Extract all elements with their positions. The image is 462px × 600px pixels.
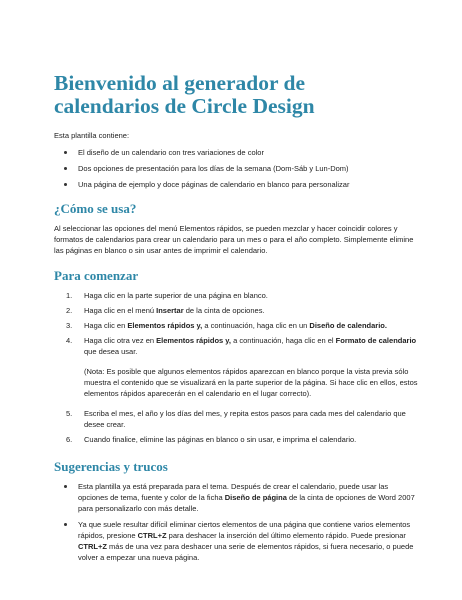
tip-emphasis: CTRL+Z [137, 531, 167, 540]
step-text: Cuando finalice, elimine las páginas en blanco o sin usar, e imprima el calendario. [84, 435, 357, 444]
tips-list [54, 481, 418, 563]
step-text: de la cinta de opciones. [183, 306, 265, 315]
steps-list [54, 290, 418, 357]
step-text: Haga clic en [84, 321, 128, 330]
intro-lead: Esta plantilla contiene: [54, 131, 130, 140]
section-heading-tips: Sugerencias y trucos [54, 459, 168, 474]
step-emphasis: Formato de calendario [335, 336, 417, 345]
steps-list-continued [54, 408, 418, 445]
list-item [54, 408, 418, 430]
step-text: que desea usar. [84, 347, 138, 356]
tip-text: más de una vez para deshacer una serie de elementos rápidos, si fuera necesario, o puede volver a empezar una nueva página. [78, 542, 414, 562]
list-item [54, 320, 418, 331]
section-heading-start: Para comenzar [54, 268, 139, 283]
step-text: a continuación, haga clic en el [231, 336, 336, 345]
list-item [54, 335, 418, 357]
step-number: 3. [66, 321, 73, 330]
section-heading-how: ¿Cómo se usa? [54, 201, 137, 216]
step-text: a continuación, haga clic en un [202, 321, 310, 330]
step-emphasis: Elementos rápidos y, [156, 336, 232, 345]
list-item [54, 290, 418, 301]
tip-emphasis: Diseño de página [224, 493, 287, 502]
list-item [54, 305, 418, 316]
intro-list [54, 147, 418, 190]
step-number: 4. [66, 336, 73, 345]
list-item [54, 519, 418, 563]
step-text: Haga clic en la parte superior de una página en blanco. [84, 291, 268, 300]
step-text: Escriba el mes, el año y los días del mes, y repita estos pasos para cada mes del calendario que desee crear. [84, 409, 406, 429]
list-item: El diseño de un calendario con tres variaciones de color [54, 147, 418, 158]
step-number: 6. [66, 435, 73, 444]
step-emphasis: Insertar [156, 306, 184, 315]
step-emphasis: Diseño de calendario. [309, 321, 387, 330]
document-title: Bienvenido al generador de calendarios de Circle Design [54, 71, 315, 118]
tip-text: para deshacer la inserción del último elemento rápido. Puede presionar [166, 531, 406, 540]
tip-text: de la cinta de opciones de Word 2007 para personalizarlo con más detalle. [78, 493, 415, 513]
step-number: 2. [66, 306, 73, 315]
tip-text: Ya que suele resultar difícil eliminar ciertos elementos de una página que contiene varios elementos rápidos, presione [78, 520, 411, 540]
how-paragraph: Al seleccionar las opciones del menú Elementos rápidos, se pueden mezclar y hacer coincidir colores y formatos de calendarios para crear un calendario para un mes o para el año completo. Simplemente elimine las páginas en blanco o sin usar antes de imprimir el calendario. [54, 224, 414, 255]
step-number: 5. [66, 409, 73, 418]
step-emphasis: Elementos rápidos y, [127, 321, 203, 330]
list-item [54, 481, 418, 514]
list-item [54, 434, 418, 445]
note-paragraph: (Nota: Es posible que algunos elementos rápidos aparezcan en blanco porque la vista previa sólo muestra el contenido que se visualizará en la parte superior de la página. Si hace clic en ellos, estos elementos rápidos aparecerán en el calendario en el lugar correcto). [84, 367, 418, 398]
tip-text: Esta plantilla ya está preparada para el tema. Después de crear el calendario, puede usar las opciones de tema, fuente y color de la ficha [78, 482, 389, 502]
tip-emphasis: CTRL+Z [78, 542, 107, 551]
step-text: Haga clic otra vez en [84, 336, 157, 345]
step-text: Haga clic en el menú [84, 306, 157, 315]
list-item: Dos opciones de presentación para los días de la semana (Dom-Sáb y Lun-Dom) [54, 163, 418, 174]
list-item: Una página de ejemplo y doce páginas de calendario en blanco para personalizar [54, 179, 418, 190]
step-number: 1. [66, 291, 73, 300]
